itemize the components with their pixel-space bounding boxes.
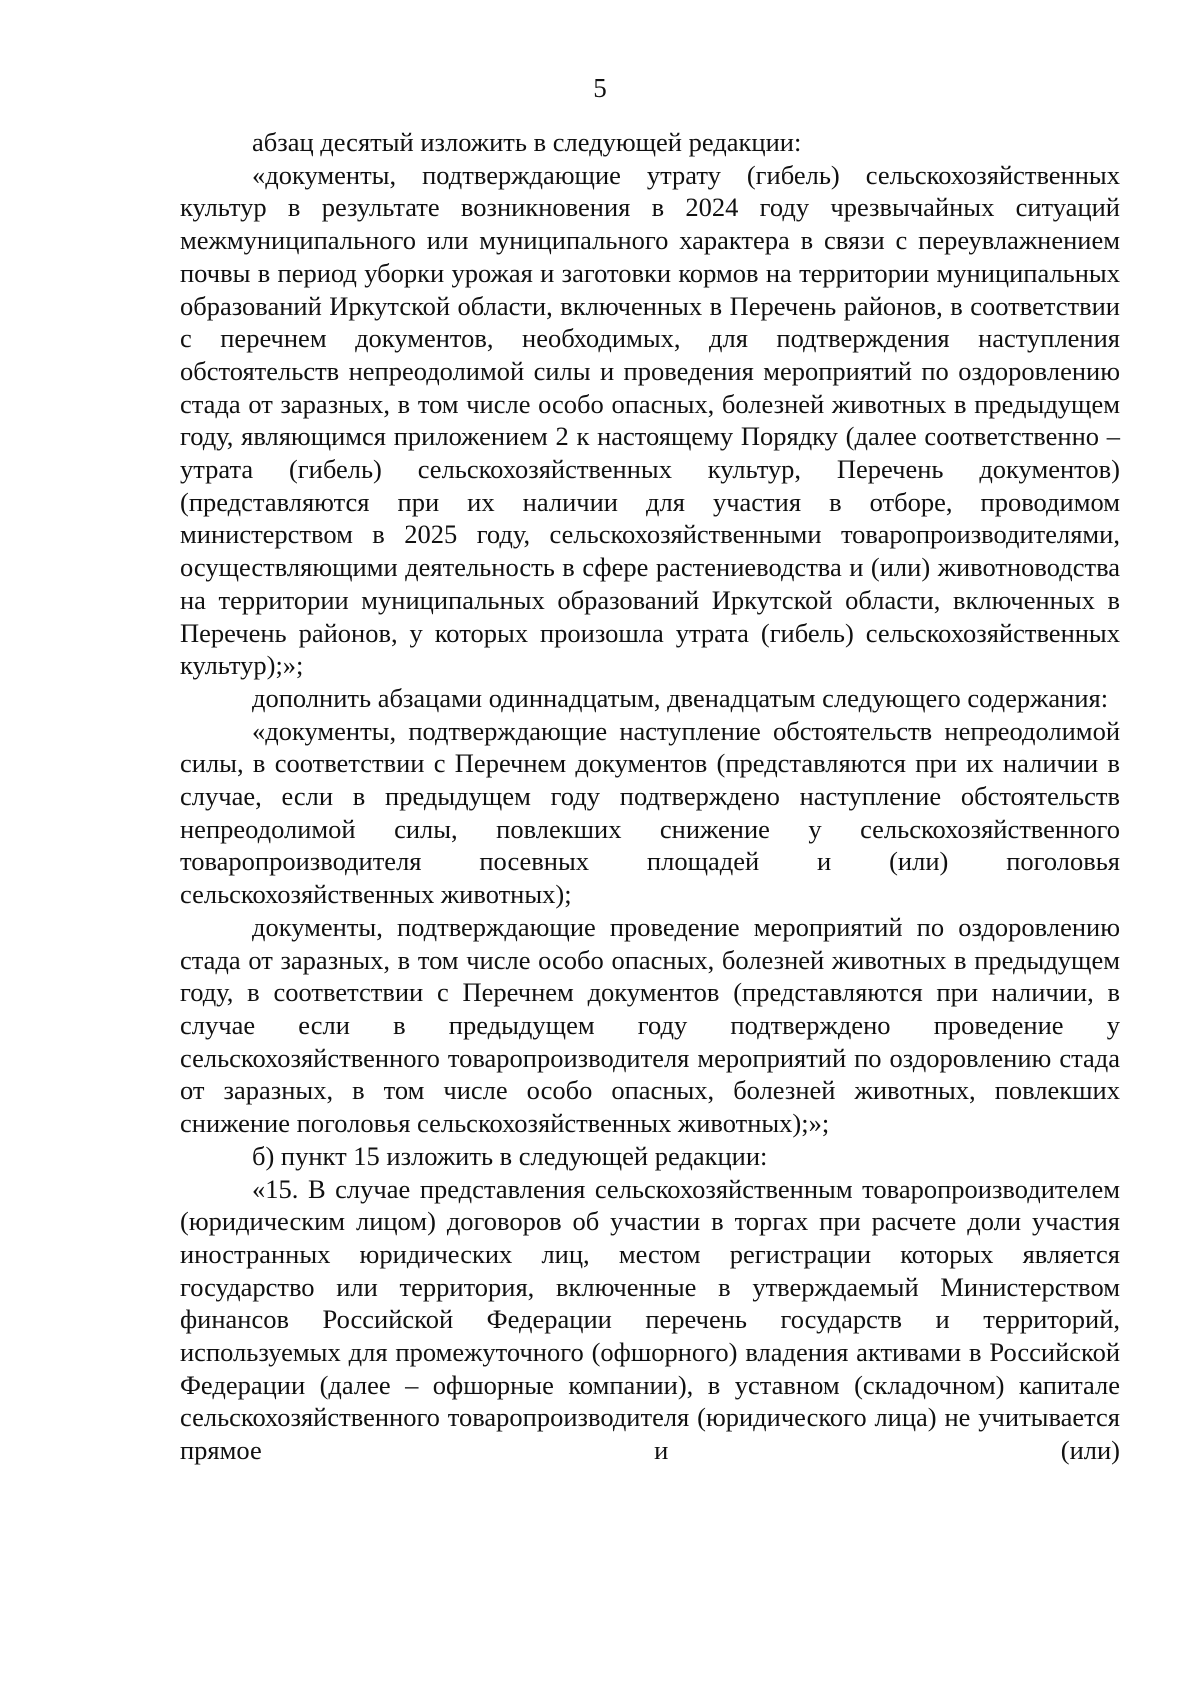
- page-number: 5: [593, 73, 607, 103]
- paragraph-herd-recovery-docs: документы, подтверждающие проведение мероприятий по оздоровлению стада от заразных, в том числе особо опасных, болезней животных в предыдущем году, в соответствии с Перечнем документов (представляются при наличии, в случае если в предыдущем году подтверждено проведение у сельскохозяйственного товаропроизводителя мероприятий по оздоровлению стада от заразных, в том числе особо опасных, болезней животных, повлекших снижение поголовья сельскохозяйственных животных);»;: [180, 911, 1120, 1139]
- paragraph-intro-tenth: абзац десятый изложить в следующей редакции:: [252, 127, 802, 157]
- paragraph-force-majeure-docs: «документы, подтверждающие наступление обстоятельств непреодолимой силы, в соответствии с Перечнем документов (представляются при их наличии в случае, если в предыдущем году подтверждено наступление обстоятельств непреодолимой силы, повлекших снижение у сельскохозяйственного товаропроизводителя посевных площадей и (или) поголовья сельскохозяйственных животных);: [180, 715, 1120, 910]
- paragraph-supplement: дополнить абзацами одиннадцатым, двенадцатым следующего содержания:: [252, 682, 1109, 713]
- document-body: [180, 126, 1120, 1467]
- paragraph-item-15-intro: б) пункт 15 изложить в следующей редакции:: [252, 1140, 768, 1171]
- paragraph-item-15: «15. В случае представления сельскохозяйственным товаропроизводителем (юридическим лицом) договоров об участии в торгах при расчете доли участия иностранных юридических лиц, местом регистрации которых является государство или территория, включенные в утверждаемый Министерством финансов Российской Федерации перечень государств и территорий, используемых для промежуточного (офшорного) владения активами в Российской Федерации (далее – офшорные компании), в уставном (складочном) капитале сельскохозяйственного товаропроизводителя (юридического лица) не учитывается прямое и (или): [180, 1173, 1120, 1466]
- paragraph-documents-loss: «документы, подтверждающие утрату (гибель) сельскохозяйственных культур в результате возникновения в 2024 году чрезвычайных ситуаций межмуниципального или муниципального характера в связи с переувлажнением почвы в период уборки урожая и заготовки кормов на территории муниципальных образований Иркутской области, включенных в Перечень районов, в соответствии с перечнем документов, необходимых, для подтверждения наступления обстоятельств непреодолимой силы и проведения мероприятий по оздоровлению стада от заразных, в том числе особо опасных, болезней животных в предыдущем году, являющимся приложением 2 к настоящему Порядку (далее соответственно – утрата (гибель) сельскохозяйственных культур, Перечень документов) (представляются при их наличии для участия в отборе, проводимом министерством в 2025 году, сельскохозяйственными товаропроизводителями, осуществляющими деятельность в сфере растениеводства и (или) животноводства на территории муниципальных образований Иркутской области, включенных в Перечень районов, у которых произошла утрата (гибель) сельскохозяйственных культур);»;: [180, 159, 1120, 681]
